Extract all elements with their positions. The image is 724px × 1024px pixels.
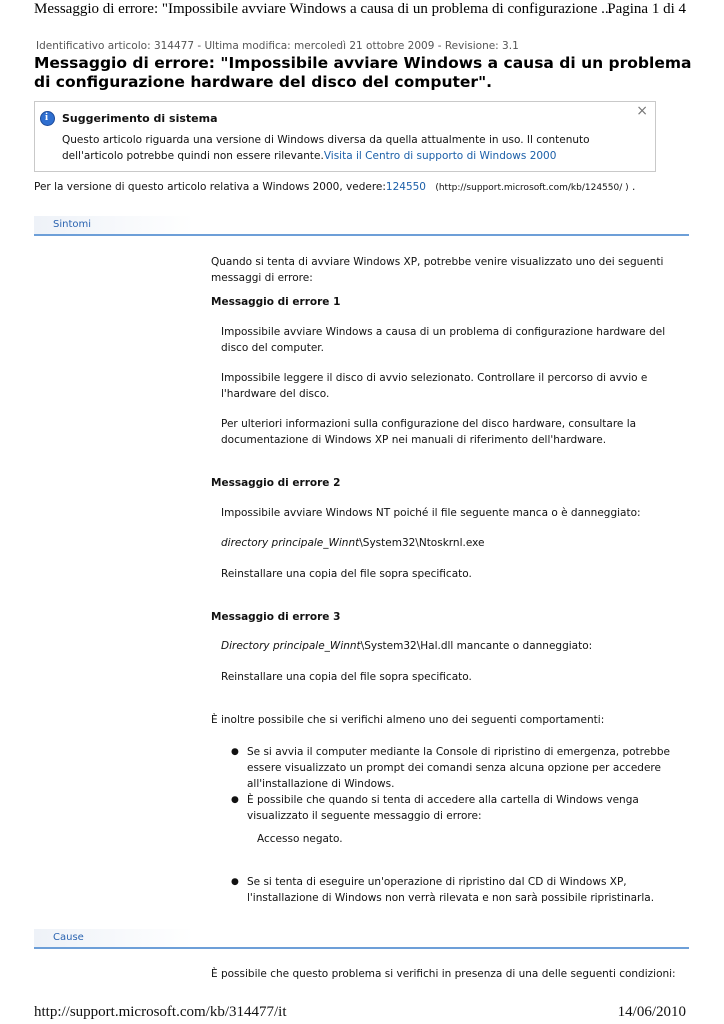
error-1-line-a: Impossibile avviare Windows a causa di un problema di configurazione hardware del disco del computer. <box>221 326 666 354</box>
error-2-line-a: Impossibile avviare Windows NT poiché il file seguente manca o è danneggiato: <box>221 507 641 519</box>
version-text: Per la versione di questo articolo relativa a Windows 2000, vedere: <box>34 181 386 193</box>
section-header-causes[interactable] <box>34 929 689 949</box>
error-3-heading: Messaggio di errore 3 <box>211 611 341 623</box>
error-1-heading: Messaggio di errore 1 <box>211 296 341 308</box>
section-header-symptoms[interactable] <box>34 216 689 236</box>
info-icon <box>40 111 55 126</box>
print-header <box>0 0 724 22</box>
print-footer-url: http://support.microsoft.com/kb/314477/it <box>34 1004 287 1020</box>
section-rule <box>34 234 689 236</box>
tip-body <box>62 132 632 164</box>
error-2-line-b <box>221 535 671 551</box>
list-item: ● Se si tenta di eseguire un'operazione di ripristino dal CD di Windows XP, l'installazione di Windows non verrà rilevata e non sarà possibile ripristinarla. <box>211 874 681 906</box>
section-rule <box>34 947 689 949</box>
windows-2000-support-link[interactable]: Visita il Centro di supporto di Windows 2000 <box>323 150 557 162</box>
section-label-symptoms[interactable]: Sintomi <box>53 219 92 230</box>
close-icon[interactable]: × <box>636 103 648 119</box>
print-header-page: Pagina 1 di 4 <box>607 1 686 17</box>
system-tip-box <box>34 101 656 172</box>
page-title: Messaggio di errore: "Impossibile avviare Windows a causa di un problema di configurazione hardware del disco del computer". <box>34 54 692 91</box>
error-2-heading: Messaggio di errore 2 <box>211 477 341 489</box>
error-3-line-b: Reinstallare una copia del file sopra specificato. <box>221 671 472 683</box>
error-1-line-b: Impossibile leggere il disco di avvio selezionato. Controllare il percorso di avvio e l'hardware del disco. <box>221 372 648 400</box>
error-2-line-c: Reinstallare una copia del file sopra specificato. <box>221 568 472 580</box>
version-end: . <box>631 181 636 193</box>
cause-intro-text: È possibile che questo problema si verifichi in presenza di una delle seguenti condizioni: <box>211 968 676 980</box>
error-2-path-rest: \System32\Ntoskrnl.exe <box>359 537 485 549</box>
error-2-path-italic: directory principale_Winnt <box>221 537 360 549</box>
print-footer <box>0 1004 724 1024</box>
print-header-title: Messaggio di errore: "Impossibile avviare Windows a causa di un problema di configurazione ... <box>34 1 613 17</box>
kb-link[interactable]: 124550 <box>385 181 426 193</box>
section-label-causes[interactable]: Cause <box>53 932 84 943</box>
access-denied-message: Accesso negato. <box>257 833 343 845</box>
version-line <box>34 181 635 193</box>
behaviors-list <box>211 744 681 824</box>
list-item: ● È possibile che quando si tenta di accedere alla cartella di Windows venga visualizzato il seguente messaggio di errore: <box>211 792 681 824</box>
error-3-path-italic: Directory principale_Winnt <box>221 640 361 652</box>
error-3-path-rest: \System32\Hal.dll mancante o danneggiato: <box>360 640 593 652</box>
list-item: ● Se si avvia il computer mediante la Console di ripristino di emergenza, potrebbe essere visualizzato un prompt dei comandi senza alcuna opzione per accedere all'installazione di Windows. <box>211 744 681 792</box>
error-3-line-a <box>221 638 671 654</box>
print-footer-date: 14/06/2010 <box>617 1004 686 1020</box>
tip-heading: Suggerimento di sistema <box>62 112 218 125</box>
tip-text: Questo articolo riguarda una versione di Windows diversa da quella attualmente in uso. Il contenuto dell'articolo potrebbe quindi non essere rilevante. <box>62 134 590 162</box>
kb-url: (http://support.microsoft.com/kb/124550/ ) <box>435 183 629 193</box>
error-1-line-c: Per ulteriori informazioni sulla configurazione del disco hardware, consultare la documentazione di Windows XP nei manuali di riferimento dell'hardware. <box>221 418 637 446</box>
also-text: È inoltre possibile che si verifichi almeno uno dei seguenti comportamenti: <box>211 714 605 726</box>
behaviors-list-2 <box>211 874 681 906</box>
article-meta: Identificativo articolo: 314477 - Ultima modifica: mercoledì 21 ottobre 2009 - Revisione: 3.1 <box>36 40 519 52</box>
intro-text: Quando si tenta di avviare Windows XP, potrebbe venire visualizzato uno dei seguenti messaggi di errore: <box>211 256 664 284</box>
